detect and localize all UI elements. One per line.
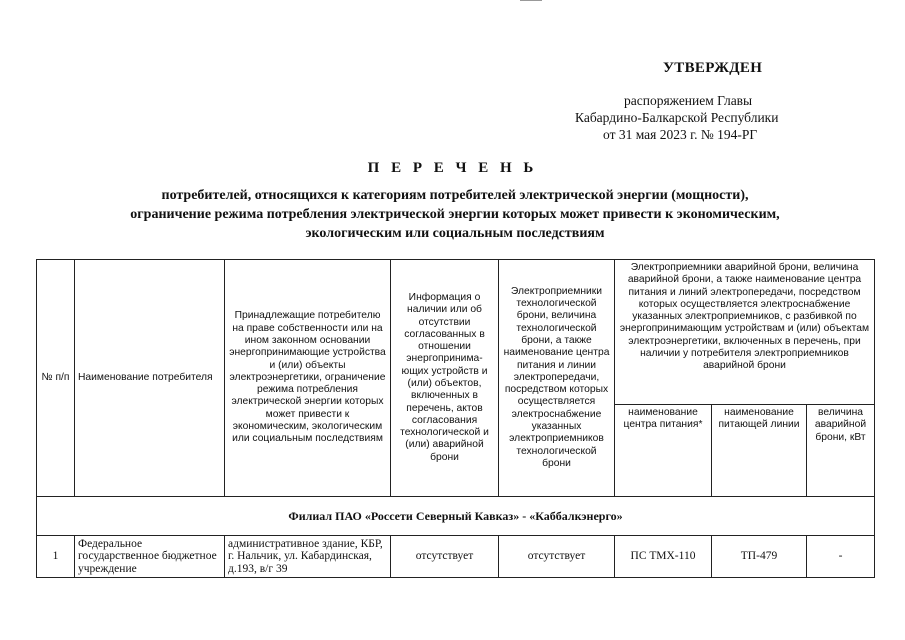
row-num: 1 (37, 536, 75, 578)
document-title: П Е Р Е Ч Е Н Ь (367, 160, 538, 176)
row-info: отсутствует (391, 536, 499, 578)
approval-title: УТВЕРЖДЕН (663, 60, 763, 76)
subtitle-line-3: экологическим или социальным последствиям (305, 226, 605, 241)
row-tech: отсутствует (499, 536, 615, 578)
header-name: Наименование потребителя (75, 260, 225, 497)
subtitle-line-1: потребителей, относящихся к категориям потребителей электрической энергии (мощности), (161, 188, 749, 203)
consumers-table (36, 259, 875, 578)
header-info: Информация о наличии или об отсутствии согласованных в отношении энергопринима-ющих устройств и (или) объектов, включенных в перечень, актов согласования технологической и (или) аварийной брони (391, 260, 499, 497)
row-devices: административное здание, КБР, г. Нальчик, ул. Кабардинская, д.193, в/г 39 (225, 536, 391, 578)
document-subtitle (40, 186, 870, 243)
header-devices: Принадлежащие потребителю на праве собственности или на ином законном основании энергопринимающие устройства и (или) объекты электроэнергетики, ограничение режима потребления электрической энергии которых может привести к экономическим, экологическим или социальным последствиям (225, 260, 391, 497)
scan-mark (520, 0, 542, 1)
row-line: ТП-479 (712, 536, 807, 578)
section-row: Филиал ПАО «Россети Северный Кавказ» - «Каббалкэнерго» (37, 497, 875, 536)
table-row (37, 536, 875, 578)
header-power: величина аварийной брони, кВт (807, 405, 875, 497)
approval-line-1: распоряжением Главы (624, 93, 753, 108)
header-line: наименование питающей линии (712, 405, 807, 497)
row-center: ПС ТМХ-110 (615, 536, 712, 578)
approval-line-2: Кабардино-Балкарской Республики (575, 110, 779, 125)
header-num: № п/п (37, 260, 75, 497)
header-tech: Электроприемники технологической брони, величина технологической брони, а также наименование центра питания и линии электропередачи, посредством которых осуществляется электроснабжение указанных электроприемников технологической брони (499, 260, 615, 497)
header-center: наименование центра питания* (615, 405, 712, 497)
approval-line-3: от 31 мая 2023 г. № 194-РГ (603, 127, 758, 142)
row-name: Федеральное государственное бюджетное учреждение (75, 536, 225, 578)
subtitle-line-2: ограничение режима потребления электрической энергии которых может привести к экономическим, (130, 207, 780, 222)
row-power: - (807, 536, 875, 578)
header-emergency: Электроприемники аварийной брони, величина аварийной брони, а также наименование центра питания и линий электропередачи, посредством которых осуществляется электроснабжение указанных электроприемников, с разбивкой по энергопринимающим устройствам и (или) объектам электроэнергетики, включенных в перечень, при наличии у потребителя электроприемников аварийной брони (615, 260, 875, 405)
